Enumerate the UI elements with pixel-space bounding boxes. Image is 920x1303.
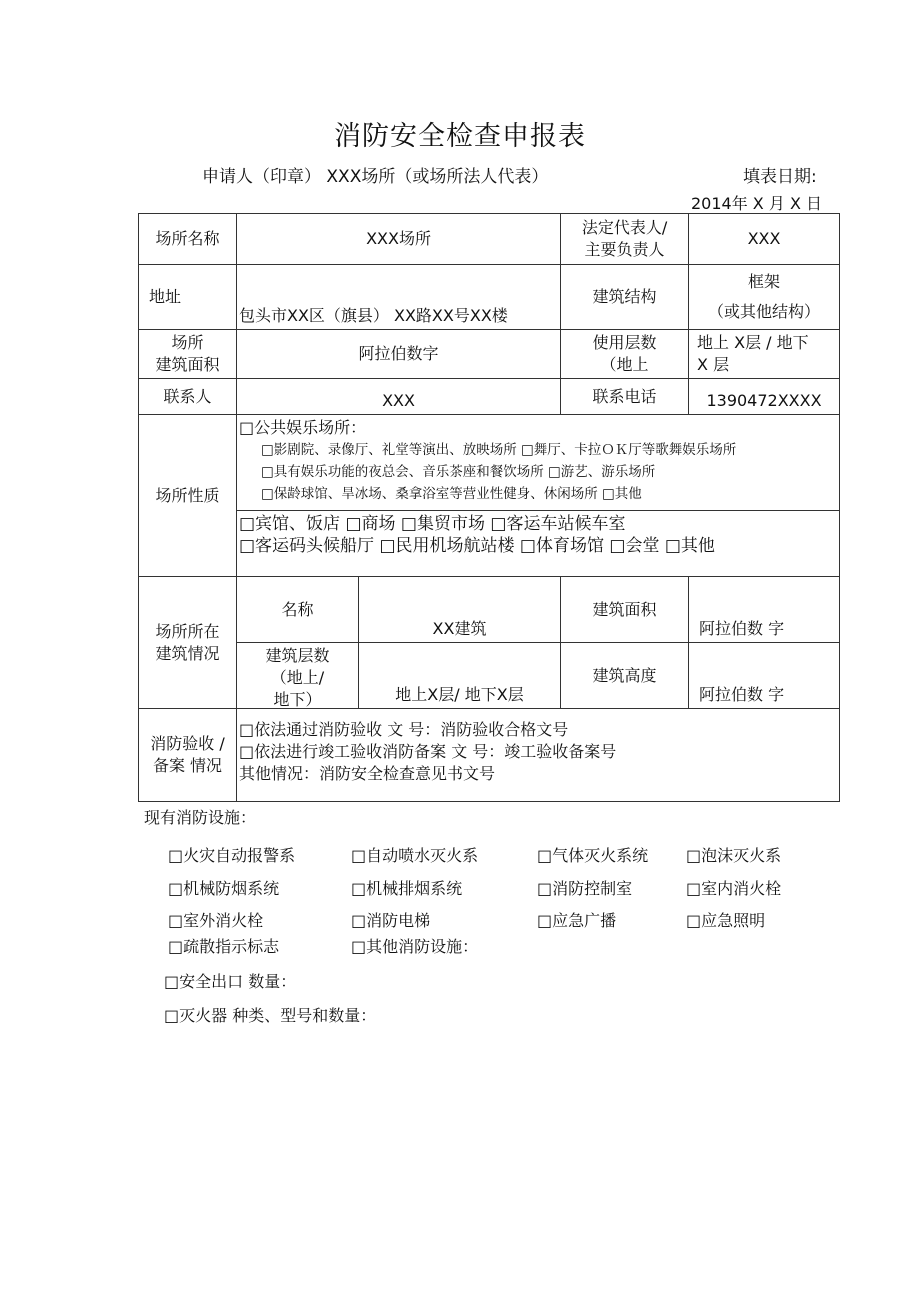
facility-emergency-broadcast-checkbox[interactable]: □应急广播 xyxy=(537,911,617,930)
facilities-title: 现有消防设施： xyxy=(144,808,257,827)
legal-rep-field[interactable]: XXX xyxy=(689,214,840,265)
facility-gas-extinguishing-checkbox[interactable]: □气体灭火系统 xyxy=(537,846,649,865)
floors-field[interactable] xyxy=(689,330,840,379)
facility-outdoor-hydrant-checkbox[interactable]: □室外消火栓 xyxy=(168,911,264,930)
contact-label: 联系人 xyxy=(139,379,237,415)
area-field[interactable]: 阿拉伯数字 xyxy=(237,330,561,379)
nature-sub-line-3[interactable]: □保龄球馆、旱冰场、桑拿浴室等营业性健身、休闲场所 □其他 xyxy=(261,486,642,502)
structure-line-1: 框架 xyxy=(748,272,781,291)
facility-foam-extinguishing-checkbox[interactable]: □泡沫灭火系 xyxy=(686,846,782,865)
facility-fire-elevator-checkbox[interactable]: □消防电梯 xyxy=(351,911,431,930)
nature-public-section xyxy=(237,415,840,511)
legal-rep-label xyxy=(561,214,689,265)
structure-label: 建筑结构 xyxy=(561,265,689,330)
facility-sprinkler-checkbox[interactable]: □自动喷水灭火系 xyxy=(351,846,479,865)
acceptance-section xyxy=(237,709,840,802)
legal-rep-label-line-2: 主要负责人 xyxy=(584,240,665,259)
venue-name-field[interactable]: XXX场所 xyxy=(237,214,561,265)
acceptance-line-1[interactable]: □依法通过消防验收 文 号：消防验收合格文号 xyxy=(239,720,569,739)
nature-public-checkbox[interactable]: □公共娱乐场所： xyxy=(239,418,367,437)
nature-sub-line-1[interactable]: □影剧院、录像厅、礼堂等演出、放映场所 □舞厅、卡拉ＯＫ厅等歌舞娱乐场所 xyxy=(261,442,737,458)
building-floors-label xyxy=(237,643,359,709)
nature-other-section xyxy=(237,511,840,577)
building-label xyxy=(139,577,237,709)
structure-line-2: （或其他结构） xyxy=(708,302,821,321)
building-floors-field[interactable]: 地上X层/ 地下X层 xyxy=(359,643,561,709)
acceptance-line-2[interactable]: □依法进行竣工验收消防备案 文 号：竣工验收备案号 xyxy=(239,742,617,761)
nature-line-4[interactable]: □宾馆、饭店 □商场 □集贸市场 □客运车站候车室 xyxy=(239,514,626,534)
page-title: 消防安全检查申报表 xyxy=(334,121,586,152)
building-name-label: 名称 xyxy=(237,577,359,643)
acceptance-label xyxy=(139,709,237,802)
facility-control-room-checkbox[interactable]: □消防控制室 xyxy=(537,879,633,898)
address-label: 地址 xyxy=(139,265,237,330)
nature-line-5[interactable]: □客运码头候船厅 □民用机场航站楼 □体育场馆 □会堂 □其他 xyxy=(239,536,715,556)
applicant-line: 申请人（印章） XXX场所（或场所法人代表） xyxy=(202,167,549,187)
building-area-label: 建筑面积 xyxy=(561,577,689,643)
structure-field[interactable] xyxy=(689,265,840,330)
acceptance-line-3: 其他情况：消防安全检查意见书文号 xyxy=(239,764,496,783)
building-height-field[interactable]: 阿拉伯数 字 xyxy=(689,643,840,709)
phone-label: 联系电话 xyxy=(561,379,689,415)
extinguisher-checkbox[interactable]: □灭火器 种类、型号和数量： xyxy=(164,1006,377,1025)
area-label-line-2: 建筑面积 xyxy=(155,355,220,374)
legal-rep-label-line-1: 法定代表人/ xyxy=(581,218,668,237)
floors-line-1: 地上 X层 / 地下 xyxy=(697,333,809,352)
nature-sub-line-2[interactable]: □具有娱乐功能的夜总会、音乐茶座和餐饮场所 □游艺、游乐场所 xyxy=(261,464,656,480)
building-label-line-1: 场所所在 xyxy=(155,621,220,641)
nature-label: 场所性质 xyxy=(139,415,237,577)
floors-label-line-2: （地上 xyxy=(600,355,649,374)
building-floors-label-line-1: 建筑层数 xyxy=(265,646,330,665)
building-name-field[interactable]: XX建筑 xyxy=(359,577,561,643)
area-label xyxy=(139,330,237,379)
facility-fire-alarm-checkbox[interactable]: □火灾自动报警系 xyxy=(168,846,296,865)
floors-label-line-1: 使用层数 xyxy=(592,333,657,352)
floors-label xyxy=(561,330,689,379)
building-floors-label-line-2: （地上/ xyxy=(270,668,325,687)
fill-date-value: 2014年 X 月 X 日 xyxy=(691,194,822,213)
address-field[interactable]: 包头市XX区（旗县） XX路XX号XX楼 xyxy=(237,265,561,330)
building-floors-label-line-3: 地下） xyxy=(273,690,322,707)
phone-field[interactable]: 1390472XXXX xyxy=(689,379,840,415)
acceptance-label-line-1: 消防验收 / xyxy=(150,734,225,753)
floors-line-2: X 层 xyxy=(697,355,730,374)
venue-name-label: 场所名称 xyxy=(139,214,237,265)
facility-indoor-hydrant-checkbox[interactable]: □室内消火栓 xyxy=(686,879,782,898)
facility-smoke-prevention-checkbox[interactable]: □机械防烟系统 xyxy=(168,879,280,898)
exit-count-checkbox[interactable]: □安全出口 数量： xyxy=(164,972,297,991)
facility-other-checkbox[interactable]: □其他消防设施： xyxy=(351,937,479,956)
building-height-label: 建筑高度 xyxy=(561,643,689,709)
facility-evacuation-sign-checkbox[interactable]: □疏散指示标志 xyxy=(168,937,280,956)
building-label-line-2: 建筑情况 xyxy=(155,643,220,663)
acceptance-label-line-2: 备案 情况 xyxy=(152,756,223,775)
facility-emergency-lighting-checkbox[interactable]: □应急照明 xyxy=(686,911,766,930)
fill-date-label: 填表日期: xyxy=(743,167,817,187)
declaration-form-table xyxy=(138,213,840,802)
area-label-line-1: 场所 xyxy=(171,333,204,352)
contact-field[interactable]: XXX xyxy=(237,379,561,415)
facility-smoke-exhaust-checkbox[interactable]: □机械排烟系统 xyxy=(351,879,463,898)
building-area-field[interactable]: 阿拉伯数 字 xyxy=(689,577,840,643)
